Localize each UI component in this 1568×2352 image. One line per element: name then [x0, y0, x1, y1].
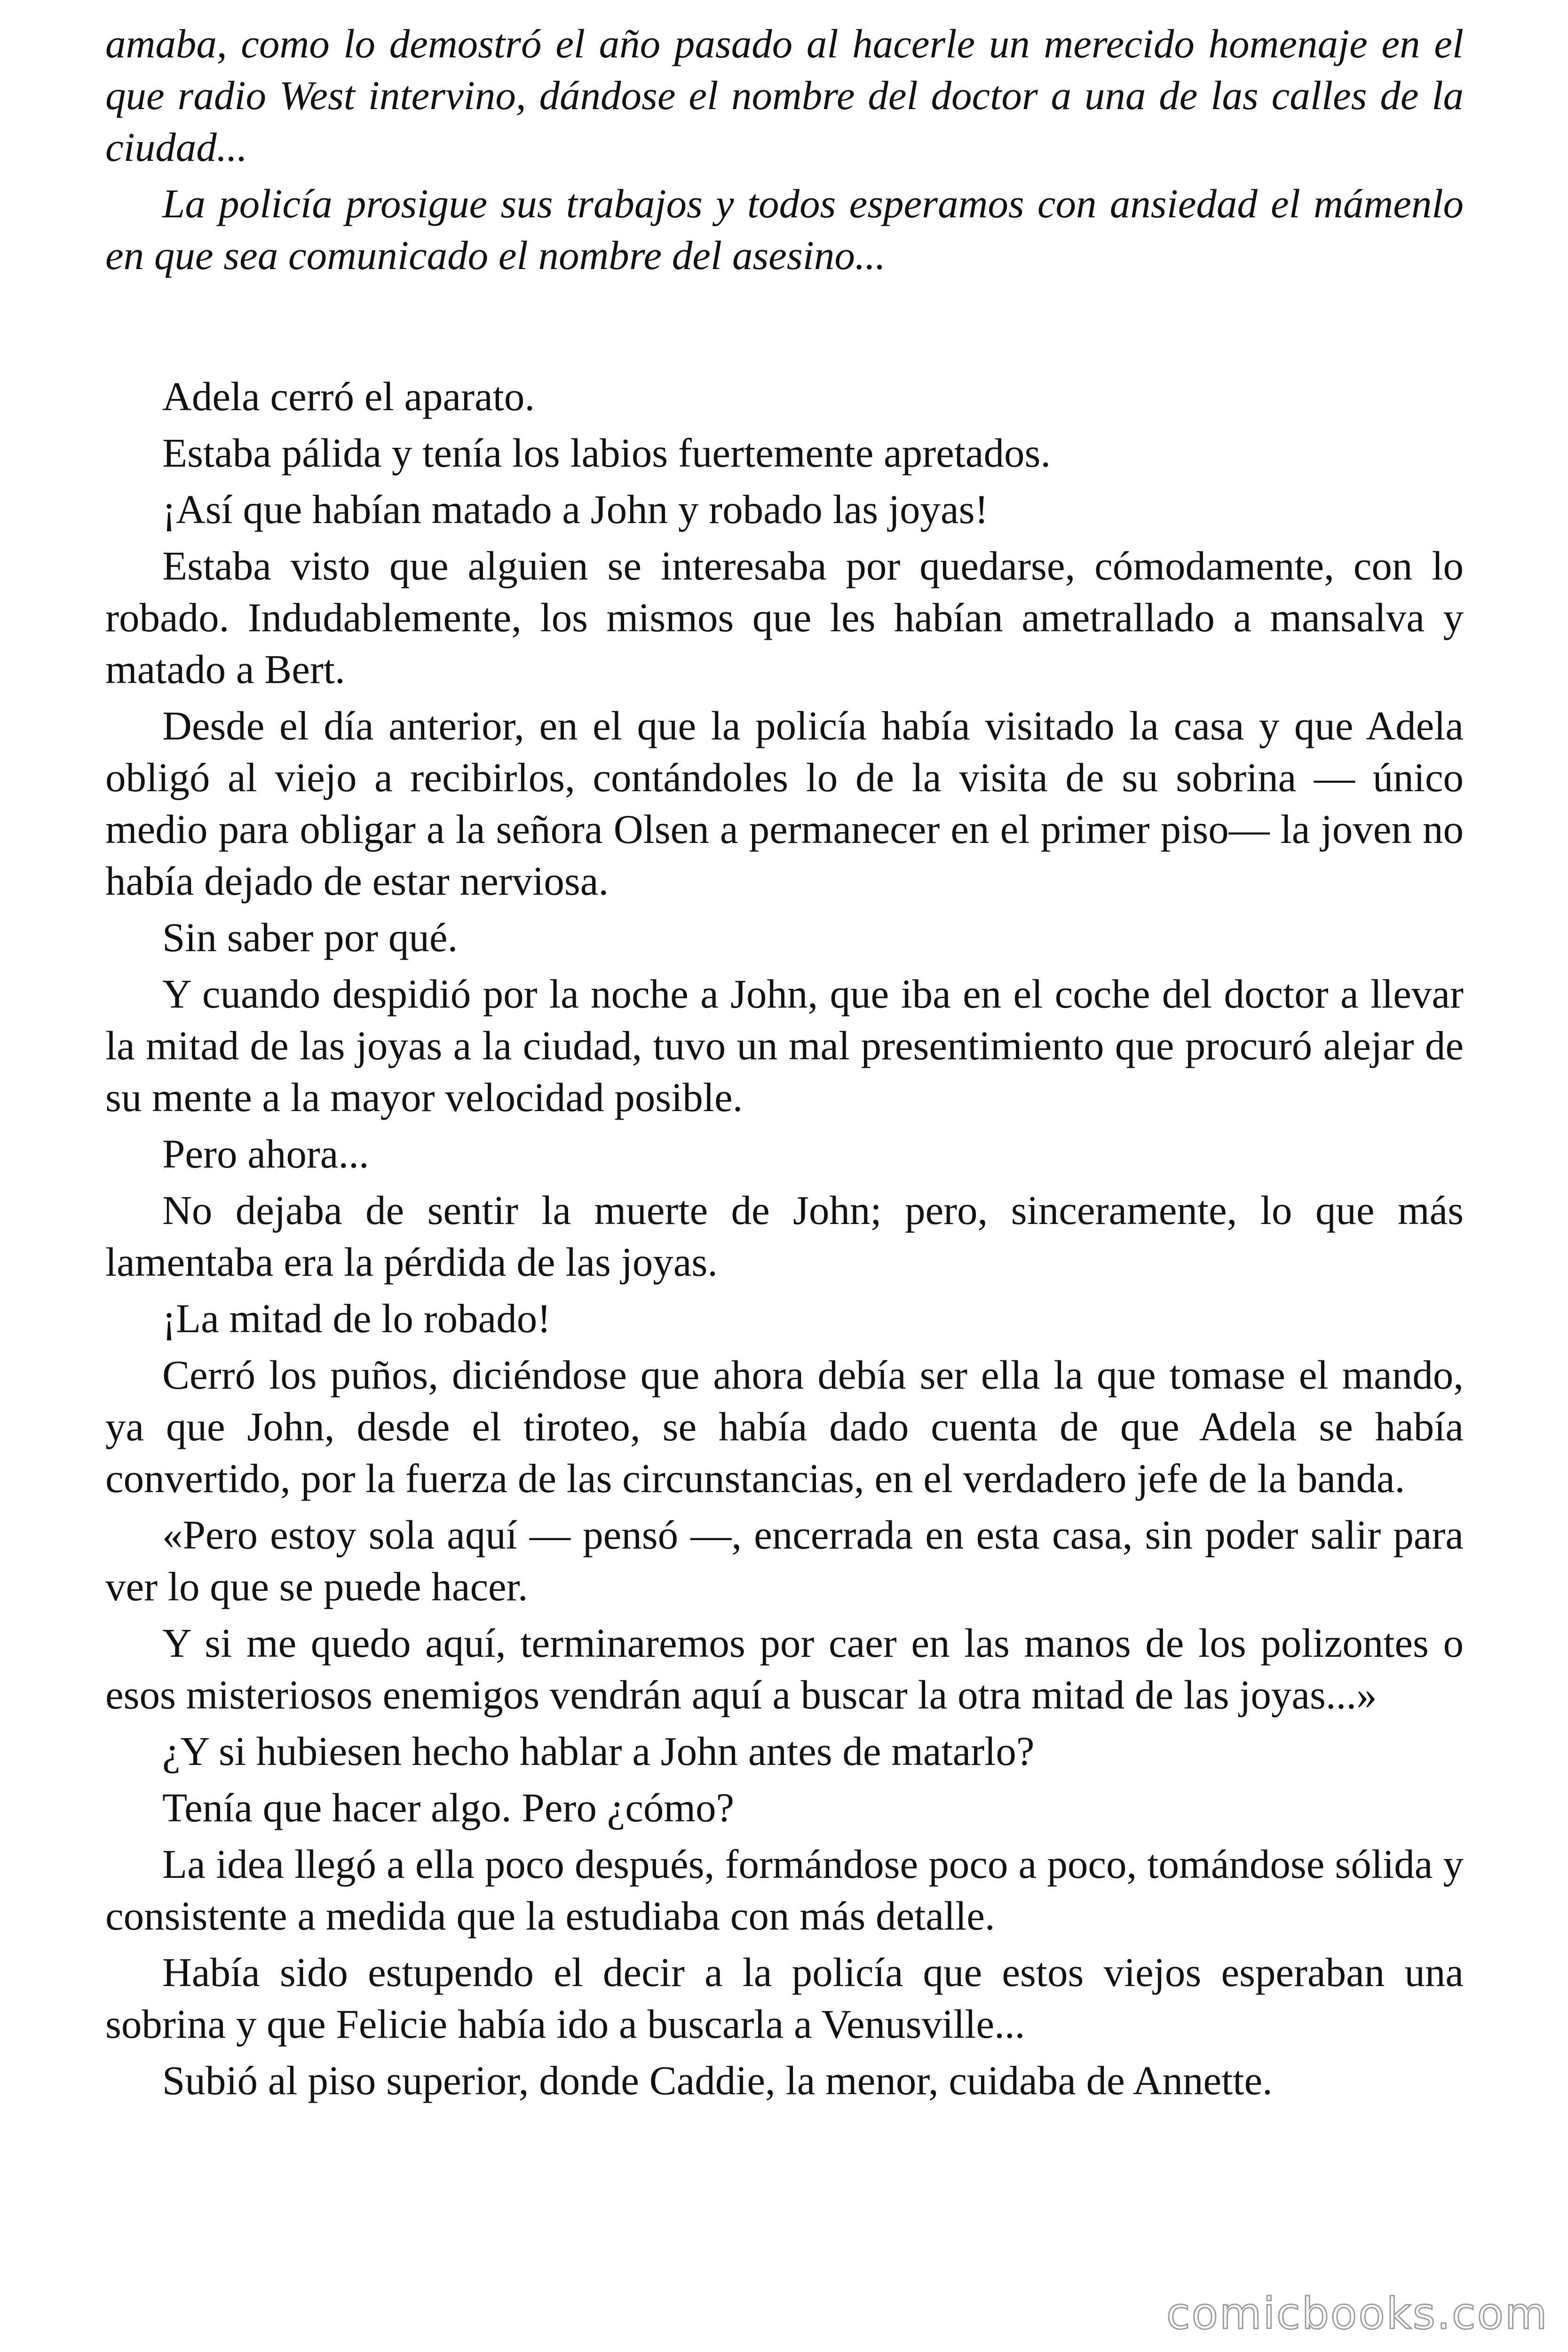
watermark-logo: comicbooks.com: [1166, 2288, 1549, 2339]
paragraph: Cerró los puños, diciéndose que ahora debía ser ella la que tomase el mando, ya que John, desde el tiroteo, se había dado cuenta de que Adela se había convertido, por la fuerza de las circunstancias, en el verdadero jefe de la banda.: [105, 1352, 1464, 1501]
paragraph: Había sido estupendo el decir a la policía que estos viejos esperaban una sobrina y que Felicie había ido a buscarla a Venusville...: [105, 1949, 1464, 2047]
paragraph: La idea llegó a ella poco después, formándose poco a poco, tomándose sólida y consistente a medida que la estudiaba con más detalle.: [105, 1841, 1464, 1939]
paragraph: Y cuando despidió por la noche a John, que iba en el coche del doctor a llevar la mitad de las joyas a la ciudad, tuvo un mal presentimiento que procuró alejar de su mente a la mayor velocidad posible.: [105, 971, 1464, 1120]
paragraph: Y si me quedo aquí, terminaremos por caer en las manos de los polizontes o esos misteriosos enemigos vendrán aquí a buscar la otra mitad de las joyas...»: [105, 1620, 1464, 1717]
paragraph: «Pero estoy sola aquí — pensó —, encerrada en esta casa, sin poder salir para ver lo que se puede hacer.: [105, 1512, 1464, 1609]
book-page: [105, 18, 1464, 2111]
paragraph: No dejaba de sentir la muerte de John; pero, sinceramente, lo que más lamentaba era la pérdida de las joyas.: [105, 1187, 1464, 1285]
paragraph: Sin saber por qué.: [162, 914, 458, 960]
paragraph: Pero ahora...: [162, 1131, 369, 1176]
paragraph: ¡Así que habían matado a John y robado las joyas!: [162, 486, 989, 532]
radio-paragraph-continued: amaba, como lo demostró el año pasado al hacerle un merecido homenaje en el que radio West intervino, dándose el nombre del doctor a una de las calles de la ciudad...: [105, 21, 1464, 170]
paragraph: Tenía que hacer algo. Pero ¿cómo?: [162, 1785, 735, 1830]
paragraph: ¿Y si hubiesen hecho hablar a John antes de matarlo?: [162, 1728, 1035, 1774]
radio-paragraph: La policía prosigue sus trabajos y todos esperamos con ansiedad el mámenlo en que sea comunicado el nombre del asesino...: [105, 181, 1464, 278]
section-gap: [105, 286, 1464, 371]
paragraph: Subió al piso superior, donde Caddie, la menor, cuidaba de Annette.: [162, 2058, 1273, 2103]
paragraph: Estaba visto que alguien se interesaba por quedarse, cómodamente, con lo robado. Indudablemente, los mismos que les habían ametrallado a mansalva y matado a Bert.: [105, 543, 1464, 692]
paragraph: Estaba pálida y tenía los labios fuertemente apretados.: [162, 430, 1051, 476]
paragraph: Adela cerró el aparato.: [162, 373, 535, 419]
paragraph: ¡La mitad de lo robado!: [162, 1295, 551, 1341]
paragraph: Desde el día anterior, en el que la policía había visitado la casa y que Adela obligó al viejo a recibirlos, contándoles lo de la visita de su sobrina — único medio para obligar a la señora Olsen a permanecer en el primer piso— la joven no había dejado de estar nerviosa.: [105, 703, 1464, 904]
